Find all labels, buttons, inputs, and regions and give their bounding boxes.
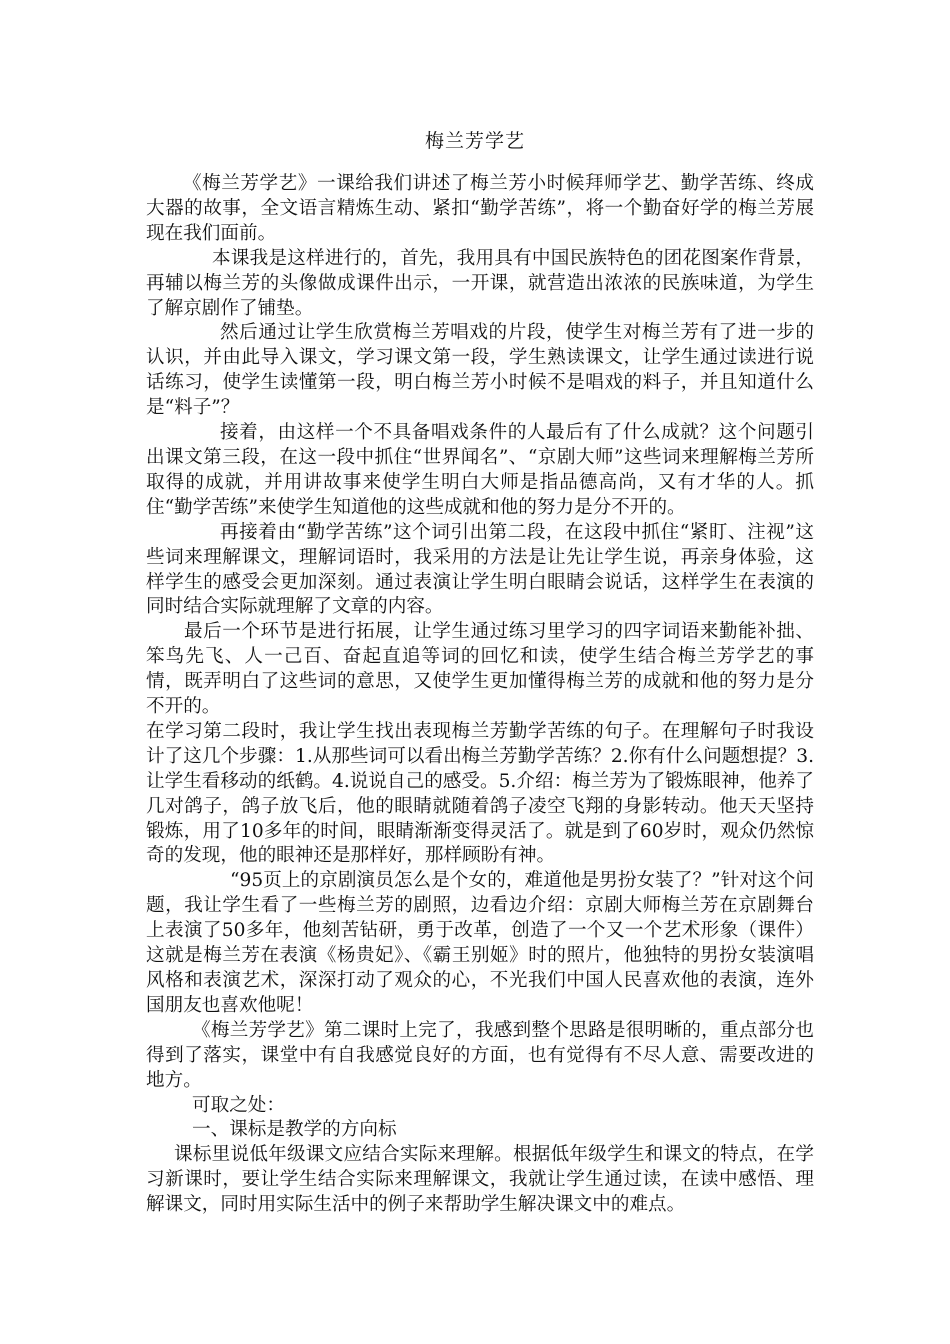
paragraph-opening: 本课我是这样进行的，首先，我用具有中国民族特色的团花图案作背景，再辅以梅兰芳的头像做成课件出示，一开课，就营造出浓浓的民族味道，为学生了解京剧作了铺垫。 bbox=[146, 247, 814, 319]
paragraph-intro: 《梅兰芳学艺》一课给我们讲述了梅兰芳小时候拜师学艺、勤学苦练、终成大器的故事，全文语言精炼生动、紧扣“勤学苦练”，将一个勤奋好学的梅兰芳展现在我们面前。 bbox=[146, 173, 814, 244]
document-title: 梅兰芳学艺 bbox=[424, 130, 525, 152]
document-body bbox=[146, 172, 814, 1218]
paragraph-second-section: 再接着由“勤学苦练”这个词引出第二段，在这段中抓住“紧盯、注视”这些词来理解课文，理解词语时，我采用的方法是让先让学生说，再亲身体验，这样学生的感受会更加深刻。通过表演让学生明白眼睛会说话，这样学生在表演的同时结合实际就理解了文章的内容。 bbox=[146, 521, 814, 618]
paragraph-section-heading: 一、课标是教学的方向标 bbox=[192, 1119, 397, 1141]
paragraph-third-section: 接着，由这样一个不具备唱戏条件的人最后有了什么成就？这个问题引出课文第三段，在这一段中抓住“世界闻名”、“京剧大师”这些词来理解梅兰芳所取得的成就，并用讲故事来使学生明白大师是指品德高尚，又有才华的人。抓住“勤学苦练”来使学生知道他的这些成就和他的努力是分不开的。 bbox=[146, 422, 814, 518]
paragraph-curriculum: 课标里说低年级课文应结合实际来理解。根据低年级学生和课文的特点，在学习新课时，要让学生结合实际来理解课文，我就让学生通过读，在读中感悟、理解课文，同时用实际生活中的例子来帮助学生解决课文中的难点。 bbox=[146, 1144, 814, 1216]
paragraph-steps: 在学习第二段时，我让学生找出表现梅兰芳勤学苦练的句子。在理解句子时我设计了这几个步骤：1.从那些词可以看出梅兰芳勤学苦练？2.你有什么问题想提？3.让学生看移动的纸鹤。4.说说自己的感受。5.介绍：梅兰芳为了锻炼眼神，他养了几对鸽子，鸽子放飞后，他的眼睛就随着鸽子凌空飞翔的身影转动。他天天坚持锻炼，用了10多年的时间，眼睛渐渐变得灵活了。就是到了60岁时，观众仍然惊奇的发现，他的眼神还是那样好，那样顾盼有神。 bbox=[146, 720, 814, 867]
paragraph-strengths-heading: 可取之处： bbox=[192, 1094, 285, 1116]
paragraph-extension: 最后一个环节是进行拓展，让学生通过练习里学习的四字词语来勤能补拙、笨鸟先飞、人一己百、奋起直追等词的回忆和读，使学生结合梅兰芳学艺的事情，既弄明白了这些词的意思，又使学生更加懂得梅兰芳的成就和他的努力是分不开的。 bbox=[146, 621, 814, 718]
paragraph-reflection: 《梅兰芳学艺》第二课时上完了，我感到整个思路是很明晰的，重点部分也得到了落实，课堂中有自我感觉良好的方面，也有觉得有不尽人意、需要改进的地方。 bbox=[146, 1019, 814, 1091]
paragraph-opera-photos: “95页上的京剧演员怎么是个女的，难道他是男扮女装了？”针对这个问题，我让学生看了一些梅兰芳的剧照，边看边介绍：京剧大师梅兰芳在京剧舞台上表演了50多年，他刻苦钻研，勇于改革，创造了一个又一个艺术形象（课件）这就是梅兰芳在表演《杨贵妃》、《霸王别姬》时的照片，他独特的男扮女装演唱风格和表演艺术，深深打动了观众的心，不光我们中国人民喜欢他的表演，连外国朋友也喜欢他呢！ bbox=[146, 870, 814, 1016]
paragraph-first-section: 然后通过让学生欣赏梅兰芳唱戏的片段，使学生对梅兰芳有了进一步的认识，并由此导入课文，学习课文第一段，学生熟读课文，让学生通过读进行说话练习，使学生读懂第一段，明白梅兰芳小时候不是唱戏的料子，并且知道什么是“料子”？ bbox=[146, 322, 814, 419]
